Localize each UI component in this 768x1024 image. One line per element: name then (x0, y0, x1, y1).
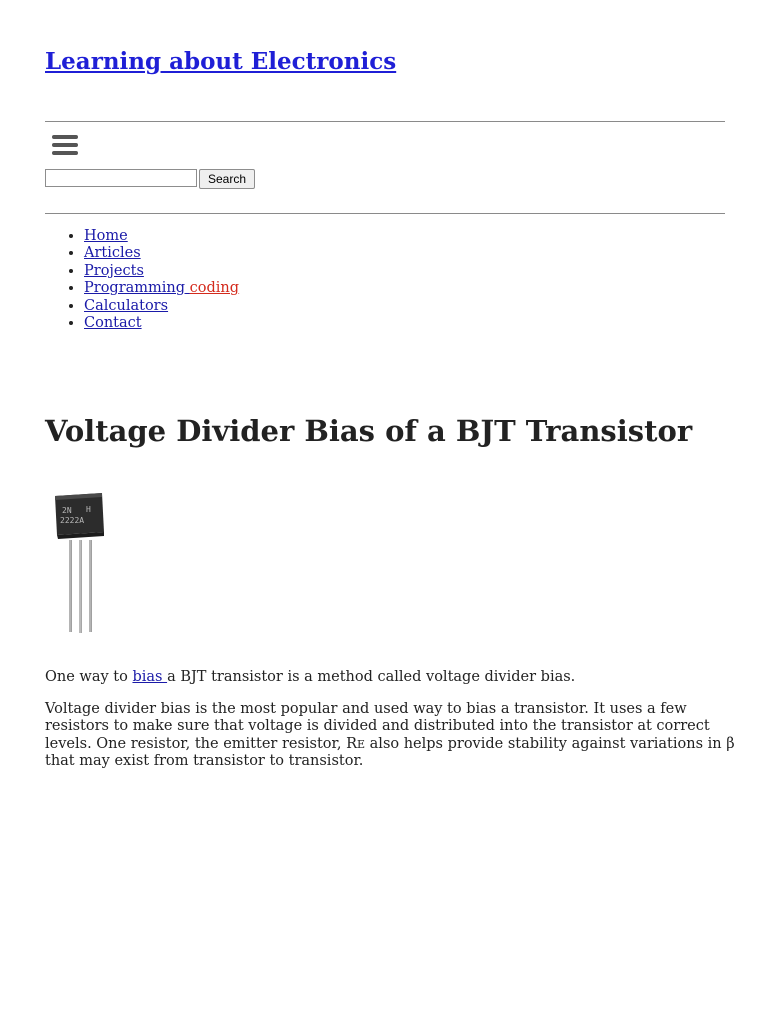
nav-coding-label: coding (189, 280, 240, 297)
transistor-marking-line2: 2222A (60, 516, 85, 525)
nav-link-contact[interactable]: Contact (84, 315, 142, 332)
nav-item-home (84, 228, 239, 245)
intro-text-before: One way to (45, 669, 133, 685)
nav-divider (45, 213, 725, 214)
emitter-subscript: E (357, 737, 366, 751)
transistor-marking-line1: 2N (62, 506, 72, 515)
search-input[interactable] (45, 169, 197, 187)
nav-link-programming[interactable] (84, 280, 239, 296)
header-divider (45, 121, 725, 122)
search-button[interactable]: Search (199, 169, 255, 189)
nav-link-calculators[interactable]: Calculators (84, 297, 169, 314)
intro-paragraph (45, 669, 735, 686)
site-title-link[interactable]: Learning about Electronics (45, 48, 397, 75)
nav-item-contact (84, 315, 239, 332)
nav-item-projects (84, 263, 239, 280)
transistor-image (46, 490, 118, 638)
description-paragraph (45, 701, 735, 771)
hamburger-menu-icon[interactable] (52, 135, 78, 159)
intro-text-after: a BJT transistor is a method called voltage divider bias. (167, 669, 576, 685)
nav-programming-label: Programming (84, 280, 186, 297)
page-title: Voltage Divider Bias of a BJT Transistor (45, 414, 693, 448)
description-text-after: also helps provide stability against variations in β that may exist from transistor to transistor. (45, 735, 735, 770)
transistor-marking-line1b: H (86, 505, 91, 514)
nav-item-programming (84, 280, 239, 297)
nav-link-articles[interactable]: Articles (84, 245, 141, 262)
nav-item-calculators (84, 298, 239, 315)
nav-link-projects[interactable]: Projects (84, 262, 144, 279)
main-nav (45, 228, 239, 332)
nav-link-home[interactable]: Home (84, 228, 128, 244)
bias-link[interactable]: bias (132, 669, 168, 685)
description-text-before: Voltage divider bias is the most popular and used way to bias a transistor. It uses a few resistors to make sure that voltage is divided and distributed into the transistor at correct levels. One resistor, the emitter resistor, R (45, 701, 710, 752)
nav-item-articles (84, 245, 239, 262)
